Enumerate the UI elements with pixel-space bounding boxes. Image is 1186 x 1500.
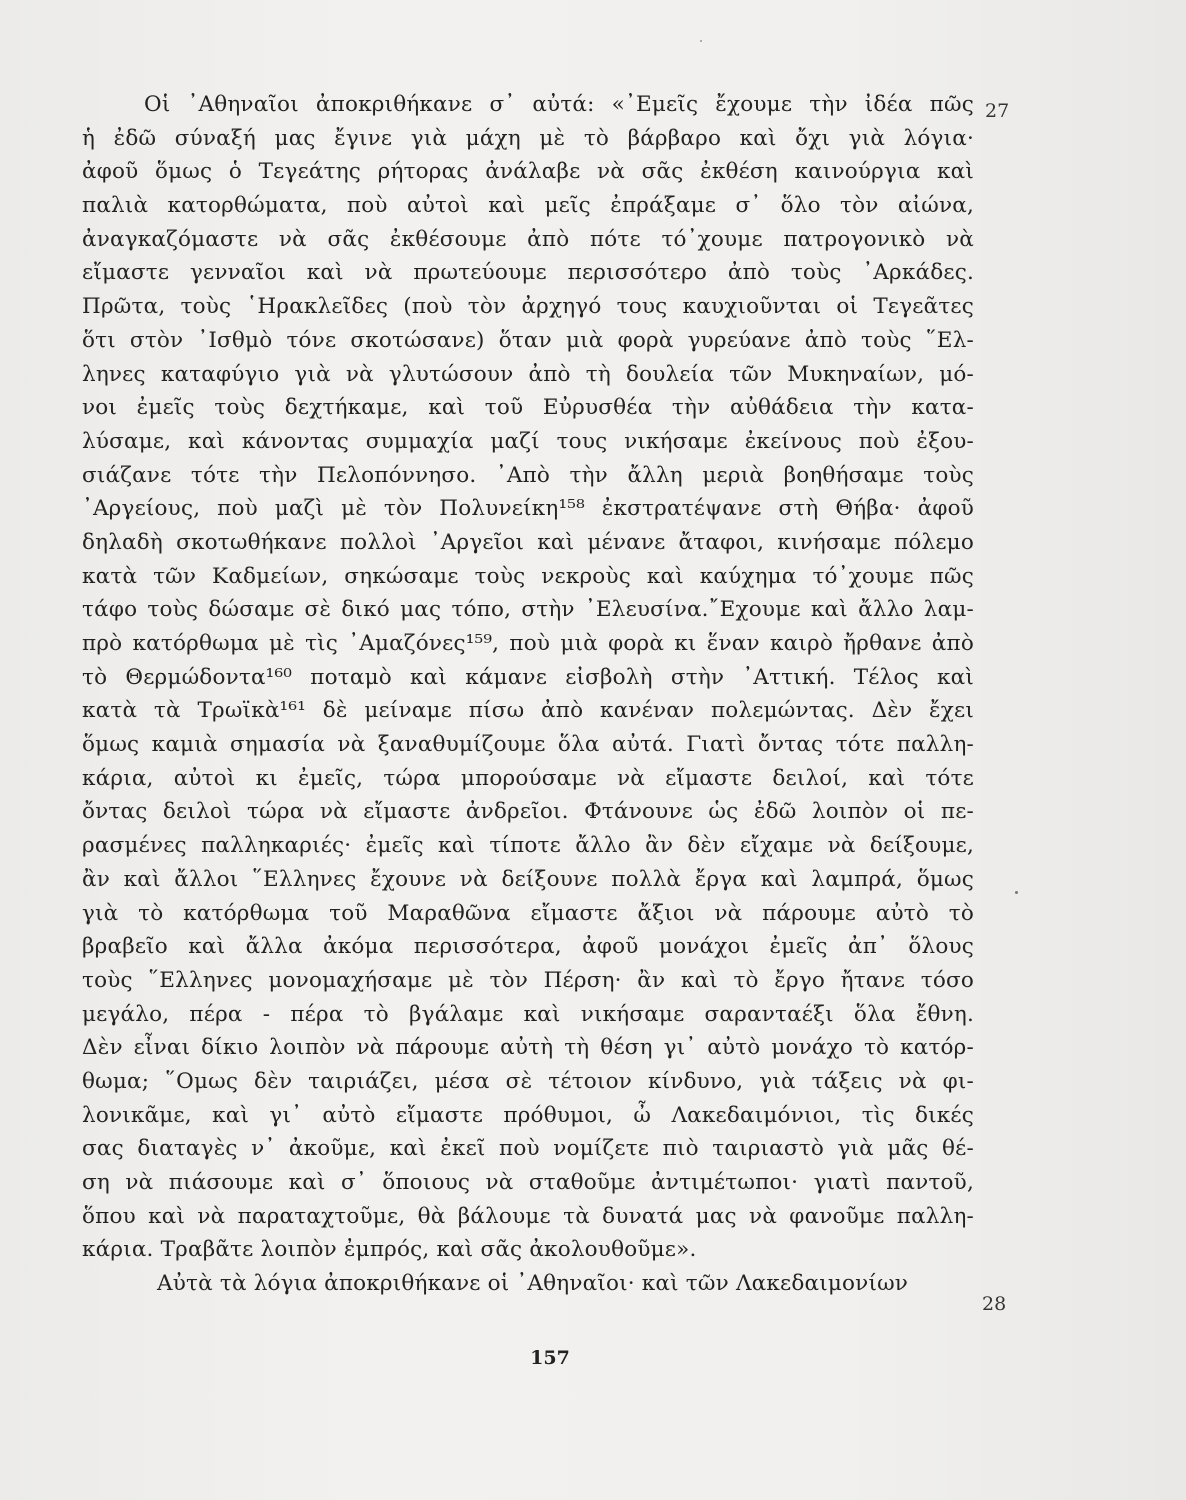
text-line: Οἱ ᾿Αθηναῖοι ἀποκριθήκανε σ᾿ αὐτά: «᾿Εμεῖς ἔχουμε τὴν ἰδέα πῶς [144, 92, 974, 117]
text-line: ᾿Αργείους, ποὺ μαζὶ μὲ τὸν Πολυνείκη¹⁵⁸ ἐκστρατέψανε στὴ Θήβα· ἀφοῦ [82, 496, 974, 522]
text-line: δηλαδὴ σκοτωθήκανε πολλοὶ ᾿Αργεῖοι καὶ μένανε ἄταφοι, κινήσαμε πόλεμο [82, 529, 974, 555]
page-number: 157 [530, 1347, 570, 1369]
text-line: ἀναγκαζόμαστε νὰ σᾶς ἐκθέσουμε ἀπὸ πότε τό᾿χουμε πατρογονικὸ νὰ [82, 226, 974, 252]
chapter-marker: 27 [985, 100, 1010, 122]
text-line: σιάζανε τότε τὴν Πελοπόννησο. ᾿Απὸ τὴν ἄλλη μεριὰ βοηθήσαμε τοὺς [82, 462, 974, 488]
text-line: ρασμένες παλληκαριές· ἐμεῖς καὶ τίποτε ἄλλο ἂν δὲν εἴχαμε νὰ δείξουμε, [82, 833, 974, 859]
text-line: πρὸ κατόρθωμα μὲ τὶς ᾿Αμαζόνες¹⁵⁹, ποὺ μιὰ φορὰ κι ἕναν καιρὸ ἤρθανε ἀπὸ [82, 631, 974, 656]
text-line: σας διαταγὲς ν᾿ ἀκοῦμε, καὶ ἐκεῖ ποὺ νομίζετε πιὸ ταιριαστὸ γιὰ μᾶς θέ- [82, 1136, 974, 1162]
text-line: ση νὰ πιάσουμε καὶ σ᾿ ὅποιους νὰ σταθοῦμε ἀντιμέτωποι· γιατὶ παντοῦ, [82, 1170, 974, 1195]
text-line: βραβεῖο καὶ ἄλλα ἀκόμα περισσότερα, ἀφοῦ μονάχοι ἐμεῖς ἀπ᾿ ὅλους [82, 934, 974, 960]
text-line: ἀφοῦ ὅμως ὁ Τεγεάτης ρήτορας ἀνάλαβε νὰ σᾶς ἐκθέση καινούργια καὶ [82, 159, 974, 185]
text-line: Αὐτὰ τὰ λόγια ἀποκριθήκανε οἱ ᾿Αθηναῖοι· καὶ τῶν Λακεδαιμονίων [157, 1271, 909, 1297]
text-line: κάρια, αὐτοὶ κι ἐμεῖς, τώρα μπορούσαμε νὰ εἴμαστε δειλοί, καὶ τότε [82, 765, 974, 791]
text-line: ὅτι στὸν ᾿Ισθμὸ τόνε σκοτώσανε) ὅταν μιὰ φορὰ γυρεύανε ἀπὸ τοὺς ῞Ελ- [82, 327, 974, 353]
text-line: ὅπου καὶ νὰ παραταχτοῦμε, θὰ βάλουμε τὰ δυνατά μας νὰ φανοῦμε παλλη- [82, 1203, 974, 1229]
text-line: κατὰ τῶν Καδμείων, σηκώσαμε τοὺς νεκροὺς καὶ καύχημα τό᾿χουμε πῶς [82, 563, 974, 589]
text-line: θωμα; ῞Ομως δὲν ταιριάζει, μέσα σὲ τέτοιον κίνδυνο, γιὰ τάξεις νὰ φι- [82, 1068, 974, 1094]
scan-speck [700, 40, 702, 42]
text-line: λύσαμε, καὶ κάνοντας συμμαχία μαζί τους νικήσαμε ἐκείνους ποὺ ἐξου- [82, 428, 974, 454]
scan-speck [1015, 891, 1018, 894]
text-line: ληνες καταφύγιο γιὰ νὰ γλυτώσουν ἀπὸ τὴ δουλεία τῶν Μυκηναίων, μό- [82, 361, 974, 387]
text-line: τὸ Θερμώδοντα¹⁶⁰ ποταμὸ καὶ κάμανε εἰσβολὴ στὴν ᾿Αττική. Τέλος καὶ [82, 664, 974, 690]
body-text [82, 88, 974, 1301]
chapter-marker: 28 [982, 1293, 1007, 1315]
text-line: κατὰ τὰ Τρωϊκὰ¹⁶¹ δὲ μείναμε πίσω ἀπὸ κανέναν πολεμώντας. Δὲν ἔχει [82, 698, 974, 724]
text-line: Πρῶτα, τοὺς ῾Ηρακλεῖδες (ποὺ τὸν ἀρχηγό τους καυχιοῦνται οἱ Τεγεᾶτες [82, 294, 974, 320]
text-line: τοὺς ῞Ελληνες μονομαχήσαμε μὲ τὸν Πέρση· ἂν καὶ τὸ ἔργο ἤτανε τόσο [82, 967, 974, 993]
text-line: τάφο τοὺς δώσαμε σὲ δικό μας τόπο, στὴν ᾿Ελευσίνα.῎Εχουμε καὶ ἄλλο λαμ- [82, 597, 974, 623]
text-line: ἡ ἐδῶ σύναξή μας ἔγινε γιὰ μάχη μὲ τὸ βάρβαρο καὶ ὄχι γιὰ λόγια· [82, 125, 974, 151]
text-line: εἴμαστε γενναῖοι καὶ νὰ πρωτεύουμε περισσότερο ἀπὸ τοὺς ᾿Αρκάδες. [82, 260, 974, 286]
text-line: κάρια. Τραβᾶτε λοιπὸν ἐμπρός, καὶ σᾶς ἀκολουθοῦμε». [82, 1237, 697, 1263]
text-line: νοι ἐμεῖς τοὺς δεχτήκαμε, καὶ τοῦ Εὐρυσθέα τὴν αὐθάδεια τὴν κατα- [82, 395, 974, 421]
text-line: Δὲν εἶναι δίκιο λοιπὸν νὰ πάρουμε αὐτὴ τὴ θέση γι᾿ αὐτὸ μονάχο τὸ κατόρ- [82, 1035, 974, 1061]
text-line: παλιὰ κατορθώματα, ποὺ αὐτοὶ καὶ μεῖς ἐπράξαμε σ᾿ ὅλο τὸν αἰώνα, [82, 193, 974, 219]
text-line: γιὰ τὸ κατόρθωμα τοῦ Μαραθῶνα εἴμαστε ἄξιοι νὰ πάρουμε αὐτὸ τὸ [82, 900, 974, 926]
text-line: ὄντας δειλοὶ τώρα νὰ εἴμαστε ἀνδρεῖοι. Φτάνουνε ὡς ἐδῶ λοιπὸν οἱ πε- [82, 799, 974, 825]
text-line: μεγάλο, πέρα - πέρα τὸ βγάλαμε καὶ νικήσαμε σαρανταέξι ὅλα ἔθνη. [82, 1001, 974, 1027]
text-line: ἂν καὶ ἄλλοι ῞Ελληνες ἔχουνε νὰ δείξουνε πολλὰ ἔργα καὶ λαμπρά, ὅμως [82, 866, 974, 892]
text-line: λονικᾶμε, καὶ γι᾿ αὐτὸ εἴμαστε πρόθυμοι, ὦ Λακεδαιμόνιοι, τὶς δικές [82, 1102, 974, 1128]
text-line: ὅμως καμιὰ σημασία νὰ ξαναθυμίζουμε ὅλα αὐτά. Γιατὶ ὄντας τότε παλλη- [82, 732, 974, 758]
